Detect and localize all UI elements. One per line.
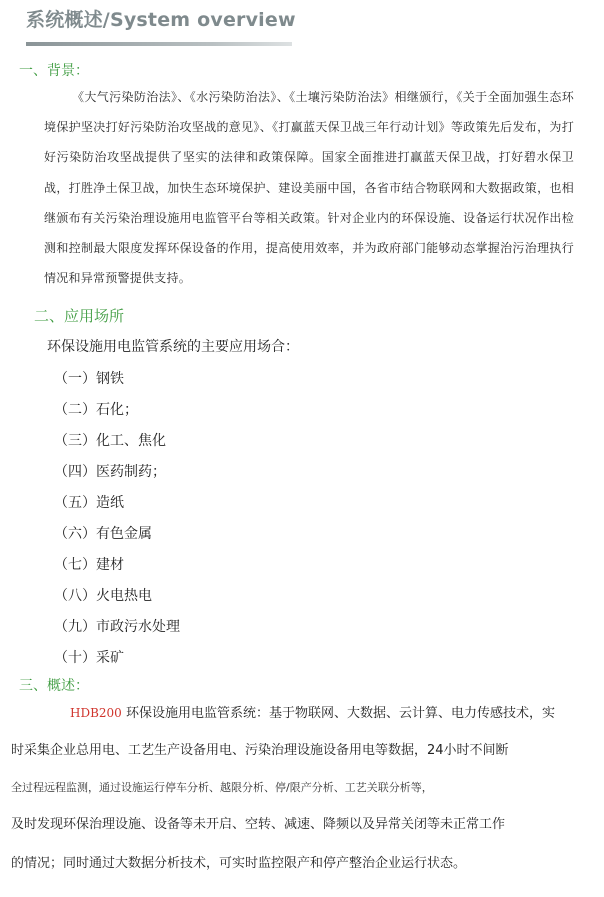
list-item: （五）造纸: [54, 495, 124, 511]
overview-line-2: 时采集企业总用电、工艺生产设备用电、污染治理设施设备用电等数据，24小时不间断: [11, 743, 509, 758]
background-paragraph: 《大气污染防治法》、《水污染防治法》、《土壤污染防治法》相继颁行，《关于全面加强生态环境保护坚决打好污染防治攻坚战的意见》、《打赢蓝天保卫战三年行动计划》等政策先后发布，为打好污染防治攻坚战提供了坚实的法律和政策保障。国家全面推进打赢蓝天保卫战，打好碧水保卫战，打胜净土保卫战，加快生态环境保护、建设美丽中国，各省市结合物联网和大数据政策，也相继颁布有关污染治理设施用电监管平台等相关政策。针对企业内的环保设施、设备运行状况作出检测和控制最大限度发挥环保设备的作用，提高使用效率，并为政府部门能够动态掌握治污治理执行情况和异常预警提供支持。: [44, 90, 574, 286]
list-item: （四）医药制药；: [54, 464, 166, 480]
list-item: （十）采矿: [54, 650, 124, 666]
overview-line-1: [70, 703, 555, 724]
section-heading-overview: 三、概述：: [19, 678, 89, 694]
list-item: （八）火电热电: [54, 588, 152, 604]
list-item: （二）石化；: [54, 402, 138, 418]
page-title: 系统概述/System overview: [26, 9, 296, 31]
overview-line-1-text: 环保设施用电监管系统：基于物联网、大数据、云计算、电力传感技术，实: [125, 706, 555, 721]
product-name: HDB200: [70, 706, 122, 720]
title-underline: [26, 42, 292, 46]
page-header: [26, 6, 298, 48]
overview-line-5: 的情况；同时通过大数据分析技术，可实时监控限产和停产整治企业运行状态。: [11, 856, 467, 871]
list-item: （六）有色金属: [54, 526, 152, 542]
overview-line-4: 及时发现环保治理设施、设备等未开启、空转、减速、降频以及异常关闭等未正常工作: [11, 817, 506, 832]
list-item: （一）钢铁: [54, 371, 124, 387]
list-item: （七）建材: [54, 557, 124, 573]
applications-list: [54, 369, 180, 679]
list-item: （九）市政污水处理: [54, 619, 180, 635]
applications-intro: 环保设施用电监管系统的主要应用场合：: [47, 339, 299, 355]
overview-line-3: 全过程远程监测，通过设施运行停车分析、越限分析、停/限产分析、工艺关联分析等，: [11, 781, 433, 794]
list-item: （三）化工、焦化: [54, 433, 166, 449]
section-heading-applications: 二、应用场所: [34, 307, 125, 325]
section-heading-background: 一、背景：: [19, 63, 89, 79]
